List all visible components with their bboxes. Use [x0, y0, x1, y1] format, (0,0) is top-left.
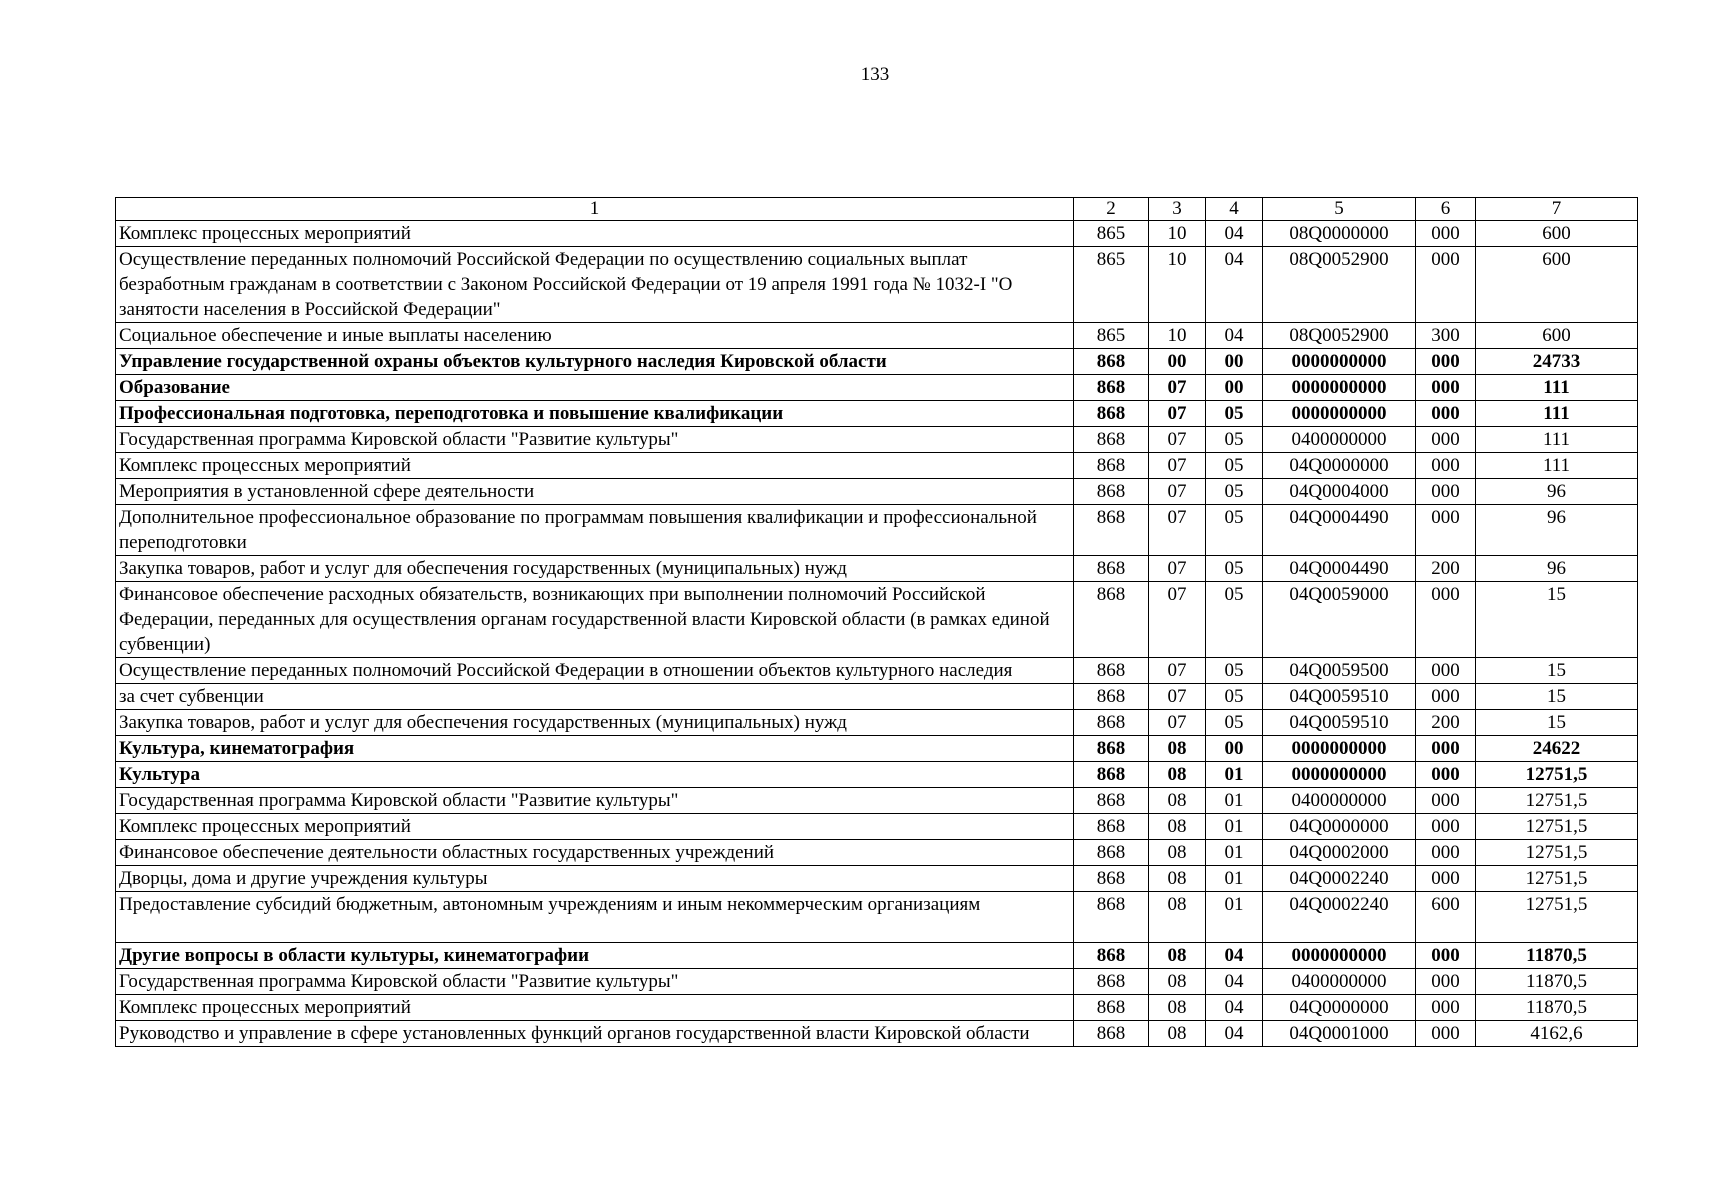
row-target-article: 0000000000	[1263, 375, 1416, 401]
row-amount: 600	[1476, 221, 1638, 247]
row-amount: 24733	[1476, 349, 1638, 375]
row-ved-code: 868	[1074, 349, 1149, 375]
row-target-article: 04Q0004490	[1263, 556, 1416, 582]
row-section: 10	[1149, 221, 1206, 247]
row-subsection: 01	[1206, 866, 1263, 892]
row-ved-code: 868	[1074, 427, 1149, 453]
row-subsection: 01	[1206, 788, 1263, 814]
row-target-article: 08Q0052900	[1263, 323, 1416, 349]
row-ved-code: 865	[1074, 221, 1149, 247]
row-expense-type: 000	[1416, 453, 1476, 479]
row-target-article: 0400000000	[1263, 969, 1416, 995]
row-expense-type: 600	[1416, 892, 1476, 943]
row-section: 07	[1149, 556, 1206, 582]
row-amount: 11870,5	[1476, 943, 1638, 969]
row-name: Финансовое обеспечение расходных обязательств, возникающих при выполнении полномочий Российской Федерации, переданных для осуществления органам государственной власти Кировской области (в рамках единой субвенции)	[116, 582, 1074, 658]
row-amount: 12751,5	[1476, 840, 1638, 866]
row-target-article: 04Q0004490	[1263, 505, 1416, 556]
row-expense-type: 000	[1416, 684, 1476, 710]
table-row	[116, 349, 1638, 375]
row-subsection: 05	[1206, 505, 1263, 556]
row-amount: 600	[1476, 247, 1638, 323]
row-section: 10	[1149, 323, 1206, 349]
row-expense-type: 000	[1416, 427, 1476, 453]
row-ved-code: 868	[1074, 736, 1149, 762]
row-subsection: 04	[1206, 221, 1263, 247]
row-name: Культура	[116, 762, 1074, 788]
table-row	[116, 323, 1638, 349]
row-name: Закупка товаров, работ и услуг для обеспечения государственных (муниципальных) нужд	[116, 556, 1074, 582]
table-row	[116, 684, 1638, 710]
row-ved-code: 865	[1074, 323, 1149, 349]
row-expense-type: 000	[1416, 788, 1476, 814]
row-amount: 111	[1476, 453, 1638, 479]
row-subsection: 01	[1206, 814, 1263, 840]
row-name: за счет субвенции	[116, 684, 1074, 710]
header-col-1: 1	[116, 198, 1074, 221]
row-subsection: 00	[1206, 736, 1263, 762]
row-name: Государственная программа Кировской области "Развитие культуры"	[116, 427, 1074, 453]
table-row	[116, 401, 1638, 427]
row-expense-type: 000	[1416, 762, 1476, 788]
row-amount: 111	[1476, 401, 1638, 427]
row-subsection: 01	[1206, 762, 1263, 788]
table-row	[116, 814, 1638, 840]
table-row	[116, 556, 1638, 582]
row-ved-code: 868	[1074, 556, 1149, 582]
table-row	[116, 710, 1638, 736]
row-amount: 12751,5	[1476, 814, 1638, 840]
row-name: Комплекс процессных мероприятий	[116, 814, 1074, 840]
row-name: Мероприятия в установленной сфере деятельности	[116, 479, 1074, 505]
row-ved-code: 868	[1074, 969, 1149, 995]
row-subsection: 01	[1206, 840, 1263, 866]
row-section: 00	[1149, 349, 1206, 375]
table-row	[116, 969, 1638, 995]
table-row	[116, 658, 1638, 684]
row-name: Культура, кинематография	[116, 736, 1074, 762]
row-ved-code: 868	[1074, 684, 1149, 710]
row-ved-code: 868	[1074, 505, 1149, 556]
row-expense-type: 000	[1416, 995, 1476, 1021]
row-section: 08	[1149, 995, 1206, 1021]
row-expense-type: 000	[1416, 401, 1476, 427]
row-subsection: 01	[1206, 892, 1263, 943]
row-amount: 24622	[1476, 736, 1638, 762]
row-amount: 12751,5	[1476, 892, 1638, 943]
row-subsection: 00	[1206, 349, 1263, 375]
row-section: 07	[1149, 453, 1206, 479]
row-target-article: 04Q0000000	[1263, 814, 1416, 840]
row-expense-type: 000	[1416, 505, 1476, 556]
table-row	[116, 892, 1638, 943]
row-name: Государственная программа Кировской области "Развитие культуры"	[116, 969, 1074, 995]
row-target-article: 0000000000	[1263, 349, 1416, 375]
row-name: Образование	[116, 375, 1074, 401]
row-section: 07	[1149, 479, 1206, 505]
row-amount: 15	[1476, 710, 1638, 736]
row-name: Профессиональная подготовка, переподготовка и повышение квалификации	[116, 401, 1074, 427]
row-expense-type: 000	[1416, 1021, 1476, 1047]
row-section: 08	[1149, 736, 1206, 762]
row-amount: 4162,6	[1476, 1021, 1638, 1047]
table-row	[116, 840, 1638, 866]
row-subsection: 05	[1206, 710, 1263, 736]
row-subsection: 04	[1206, 995, 1263, 1021]
row-section: 07	[1149, 401, 1206, 427]
row-section: 08	[1149, 866, 1206, 892]
table-row	[116, 762, 1638, 788]
row-target-article: 04Q0059500	[1263, 658, 1416, 684]
row-ved-code: 868	[1074, 710, 1149, 736]
row-name: Осуществление переданных полномочий Российской Федерации по осуществлению социальных выплат безработным гражданам в соответствии с Законом Российской Федерации от 19 апреля 1991 года № 1032-I "О занятости населения в Российской Федерации"	[116, 247, 1074, 323]
row-target-article: 0400000000	[1263, 427, 1416, 453]
row-subsection: 04	[1206, 969, 1263, 995]
table-row	[116, 736, 1638, 762]
row-subsection: 05	[1206, 658, 1263, 684]
row-ved-code: 868	[1074, 892, 1149, 943]
row-expense-type: 000	[1416, 736, 1476, 762]
row-amount: 111	[1476, 427, 1638, 453]
row-target-article: 04Q0004000	[1263, 479, 1416, 505]
row-name: Комплекс процессных мероприятий	[116, 453, 1074, 479]
row-section: 07	[1149, 505, 1206, 556]
row-section: 08	[1149, 814, 1206, 840]
row-name: Предоставление субсидий бюджетным, автономным учреждениям и иным некоммерческим организациям	[116, 892, 1074, 943]
row-amount: 600	[1476, 323, 1638, 349]
row-subsection: 04	[1206, 943, 1263, 969]
row-target-article: 04Q0002240	[1263, 892, 1416, 943]
row-expense-type: 000	[1416, 582, 1476, 658]
row-section: 08	[1149, 892, 1206, 943]
row-expense-type: 000	[1416, 969, 1476, 995]
row-name: Дополнительное профессиональное образование по программам повышения квалификации и профессиональной переподготовки	[116, 505, 1074, 556]
row-amount: 15	[1476, 684, 1638, 710]
row-expense-type: 000	[1416, 375, 1476, 401]
row-expense-type: 000	[1416, 814, 1476, 840]
row-name: Закупка товаров, работ и услуг для обеспечения государственных (муниципальных) нужд	[116, 710, 1074, 736]
row-expense-type: 000	[1416, 866, 1476, 892]
row-amount: 111	[1476, 375, 1638, 401]
row-expense-type: 300	[1416, 323, 1476, 349]
row-amount: 11870,5	[1476, 995, 1638, 1021]
row-expense-type: 000	[1416, 840, 1476, 866]
table-row	[116, 582, 1638, 658]
row-target-article: 04Q0059000	[1263, 582, 1416, 658]
table-row	[116, 247, 1638, 323]
row-ved-code: 868	[1074, 840, 1149, 866]
row-subsection: 05	[1206, 556, 1263, 582]
row-amount: 96	[1476, 479, 1638, 505]
row-target-article: 04Q0000000	[1263, 995, 1416, 1021]
row-target-article: 04Q0002000	[1263, 840, 1416, 866]
table-row	[116, 505, 1638, 556]
row-expense-type: 000	[1416, 349, 1476, 375]
row-section: 08	[1149, 943, 1206, 969]
row-amount: 15	[1476, 658, 1638, 684]
row-name: Государственная программа Кировской области "Развитие культуры"	[116, 788, 1074, 814]
row-amount: 96	[1476, 556, 1638, 582]
row-amount: 11870,5	[1476, 969, 1638, 995]
row-target-article: 0000000000	[1263, 943, 1416, 969]
row-target-article: 0400000000	[1263, 788, 1416, 814]
row-subsection: 04	[1206, 247, 1263, 323]
row-ved-code: 868	[1074, 943, 1149, 969]
row-section: 07	[1149, 710, 1206, 736]
row-target-article: 04Q0002240	[1263, 866, 1416, 892]
row-section: 07	[1149, 427, 1206, 453]
row-target-article: 04Q0001000	[1263, 1021, 1416, 1047]
row-subsection: 05	[1206, 401, 1263, 427]
row-target-article: 08Q0000000	[1263, 221, 1416, 247]
row-section: 07	[1149, 375, 1206, 401]
row-target-article: 08Q0052900	[1263, 247, 1416, 323]
row-section: 08	[1149, 1021, 1206, 1047]
row-subsection: 05	[1206, 582, 1263, 658]
row-expense-type: 000	[1416, 658, 1476, 684]
row-subsection: 05	[1206, 479, 1263, 505]
row-section: 08	[1149, 762, 1206, 788]
row-ved-code: 865	[1074, 247, 1149, 323]
row-target-article: 0000000000	[1263, 736, 1416, 762]
row-expense-type: 000	[1416, 247, 1476, 323]
row-ved-code: 868	[1074, 995, 1149, 1021]
table-body	[116, 221, 1638, 1047]
row-amount: 15	[1476, 582, 1638, 658]
row-section: 08	[1149, 788, 1206, 814]
row-name: Комплекс процессных мероприятий	[116, 995, 1074, 1021]
row-ved-code: 868	[1074, 582, 1149, 658]
row-section: 08	[1149, 840, 1206, 866]
row-subsection: 05	[1206, 453, 1263, 479]
table-row	[116, 375, 1638, 401]
table-row	[116, 221, 1638, 247]
row-amount: 12751,5	[1476, 866, 1638, 892]
row-expense-type: 000	[1416, 221, 1476, 247]
row-ved-code: 868	[1074, 788, 1149, 814]
row-name: Руководство и управление в сфере установленных функций органов государственной власти Кировской области	[116, 1021, 1074, 1047]
header-col-7: 7	[1476, 198, 1638, 221]
row-name: Другие вопросы в области культуры, кинематографии	[116, 943, 1074, 969]
header-col-4: 4	[1206, 198, 1263, 221]
row-target-article: 04Q0000000	[1263, 453, 1416, 479]
header-row	[116, 198, 1638, 221]
row-name: Социальное обеспечение и иные выплаты населению	[116, 323, 1074, 349]
row-name: Финансовое обеспечение деятельности областных государственных учреждений	[116, 840, 1074, 866]
row-amount: 12751,5	[1476, 788, 1638, 814]
header-col-3: 3	[1149, 198, 1206, 221]
row-ved-code: 868	[1074, 814, 1149, 840]
row-subsection: 05	[1206, 427, 1263, 453]
row-name: Комплекс процессных мероприятий	[116, 221, 1074, 247]
row-expense-type: 200	[1416, 556, 1476, 582]
table-row	[116, 866, 1638, 892]
row-section: 08	[1149, 969, 1206, 995]
budget-table	[115, 197, 1638, 1047]
row-ved-code: 868	[1074, 453, 1149, 479]
row-ved-code: 868	[1074, 479, 1149, 505]
row-name: Управление государственной охраны объектов культурного наследия Кировской области	[116, 349, 1074, 375]
row-section: 07	[1149, 582, 1206, 658]
row-name: Дворцы, дома и другие учреждения культуры	[116, 866, 1074, 892]
table-row	[116, 995, 1638, 1021]
row-section: 10	[1149, 247, 1206, 323]
row-amount: 12751,5	[1476, 762, 1638, 788]
row-subsection: 04	[1206, 323, 1263, 349]
row-target-article: 0000000000	[1263, 762, 1416, 788]
row-target-article: 04Q0059510	[1263, 710, 1416, 736]
table-row	[116, 788, 1638, 814]
row-section: 07	[1149, 684, 1206, 710]
table-row	[116, 943, 1638, 969]
table-row	[116, 427, 1638, 453]
row-target-article: 04Q0059510	[1263, 684, 1416, 710]
row-subsection: 04	[1206, 1021, 1263, 1047]
header-col-2: 2	[1074, 198, 1149, 221]
row-ved-code: 868	[1074, 375, 1149, 401]
row-section: 07	[1149, 658, 1206, 684]
row-ved-code: 868	[1074, 762, 1149, 788]
header-col-6: 6	[1416, 198, 1476, 221]
row-expense-type: 200	[1416, 710, 1476, 736]
page-number: 133	[860, 64, 890, 85]
row-amount: 96	[1476, 505, 1638, 556]
table-row	[116, 453, 1638, 479]
table-row	[116, 1021, 1638, 1047]
row-expense-type: 000	[1416, 943, 1476, 969]
row-target-article: 0000000000	[1263, 401, 1416, 427]
row-ved-code: 868	[1074, 1021, 1149, 1047]
row-ved-code: 868	[1074, 866, 1149, 892]
row-name: Осуществление переданных полномочий Российской Федерации в отношении объектов культурного наследия	[116, 658, 1074, 684]
row-ved-code: 868	[1074, 401, 1149, 427]
table-row	[116, 479, 1638, 505]
header-col-5: 5	[1263, 198, 1416, 221]
row-subsection: 05	[1206, 684, 1263, 710]
row-subsection: 00	[1206, 375, 1263, 401]
row-expense-type: 000	[1416, 479, 1476, 505]
row-ved-code: 868	[1074, 658, 1149, 684]
